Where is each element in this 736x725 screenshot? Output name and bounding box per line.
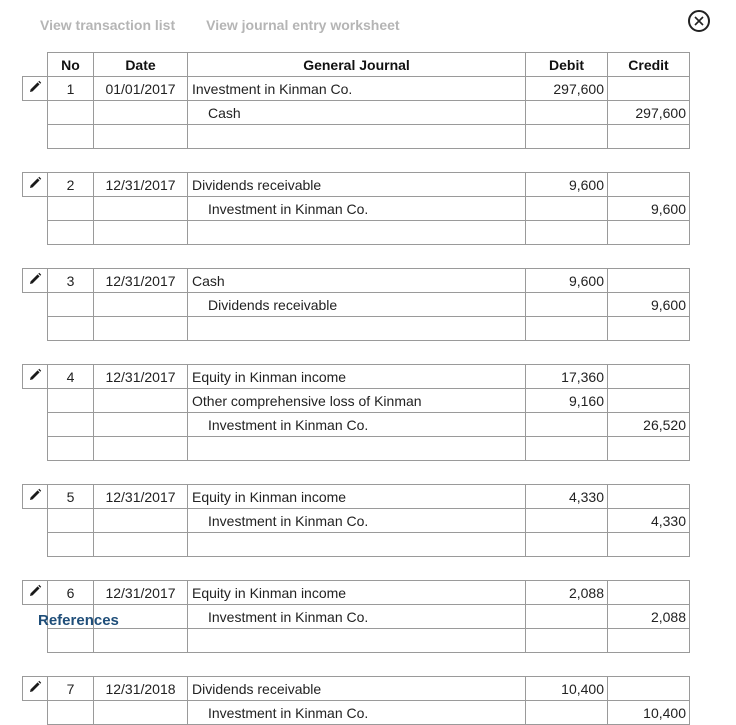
debit-amount: 297,600	[526, 77, 608, 101]
entry-separator	[23, 149, 690, 173]
entry-date-empty	[94, 389, 188, 413]
debit-amount: 9,160	[526, 389, 608, 413]
account-title: Dividends receivable	[188, 677, 526, 701]
pencil-icon	[28, 272, 42, 289]
credit-amount	[608, 389, 690, 413]
debit-amount: 9,600	[526, 173, 608, 197]
edit-cell-empty	[23, 293, 48, 317]
journal-row	[23, 197, 690, 221]
journal-row	[23, 293, 690, 317]
account-title: Equity in Kinman income	[188, 581, 526, 605]
debit-amount: 10,400	[526, 677, 608, 701]
account-title	[188, 437, 526, 461]
debit-amount	[526, 125, 608, 149]
tab-transaction-list[interactable]: View transaction list	[40, 17, 176, 33]
journal-row	[23, 485, 690, 509]
tab-journal-entry-worksheet[interactable]: View journal entry worksheet	[206, 17, 400, 33]
journal-row	[23, 605, 690, 629]
entry-no: 5	[48, 485, 94, 509]
debit-amount	[526, 437, 608, 461]
entry-no: 1	[48, 77, 94, 101]
journal-row	[23, 629, 690, 653]
credit-amount	[608, 437, 690, 461]
credit-amount	[608, 317, 690, 341]
entry-date-empty	[94, 629, 188, 653]
edit-entry-button[interactable]	[23, 77, 48, 101]
pencil-icon	[28, 176, 42, 193]
entry-date-empty	[94, 437, 188, 461]
debit-amount	[526, 605, 608, 629]
entry-no-empty	[48, 437, 94, 461]
debit-amount	[526, 317, 608, 341]
debit-amount	[526, 629, 608, 653]
debit-amount	[526, 293, 608, 317]
entry-date: 12/31/2018	[94, 677, 188, 701]
credit-amount	[608, 365, 690, 389]
credit-amount	[608, 77, 690, 101]
edit-cell-empty	[23, 629, 48, 653]
journal-row	[23, 365, 690, 389]
account-title	[188, 125, 526, 149]
account-title: Investment in Kinman Co.	[188, 413, 526, 437]
debit-amount	[526, 701, 608, 725]
entry-date-empty	[94, 101, 188, 125]
entry-no-empty	[48, 629, 94, 653]
edit-entry-button[interactable]	[23, 677, 48, 701]
entry-no-empty	[48, 533, 94, 557]
debit-amount	[526, 221, 608, 245]
debit-amount: 17,360	[526, 365, 608, 389]
edit-cell-empty	[23, 221, 48, 245]
tab-bar	[40, 17, 400, 33]
header-no: No	[48, 53, 94, 77]
credit-amount: 4,330	[608, 509, 690, 533]
credit-amount: 2,088	[608, 605, 690, 629]
edit-entry-button[interactable]	[23, 269, 48, 293]
account-title: Equity in Kinman income	[188, 365, 526, 389]
journal-row	[23, 221, 690, 245]
entry-no-empty	[48, 125, 94, 149]
journal-row	[23, 533, 690, 557]
edit-entry-button[interactable]	[23, 485, 48, 509]
edit-entry-button[interactable]	[23, 173, 48, 197]
edit-cell-empty	[23, 413, 48, 437]
account-title: Investment in Kinman Co.	[188, 77, 526, 101]
journal-row	[23, 509, 690, 533]
entry-no-empty	[48, 293, 94, 317]
entry-date-empty	[94, 701, 188, 725]
credit-amount	[608, 125, 690, 149]
entry-date-empty	[94, 221, 188, 245]
credit-amount: 297,600	[608, 101, 690, 125]
header-date: Date	[94, 53, 188, 77]
entry-date-empty	[94, 317, 188, 341]
credit-amount	[608, 629, 690, 653]
journal-row	[23, 269, 690, 293]
entry-date-empty	[94, 125, 188, 149]
account-title: Equity in Kinman income	[188, 485, 526, 509]
account-title: Cash	[188, 101, 526, 125]
entry-no: 3	[48, 269, 94, 293]
edit-entry-button[interactable]	[23, 581, 48, 605]
entry-no-empty	[48, 221, 94, 245]
entry-no: 2	[48, 173, 94, 197]
journal-row	[23, 77, 690, 101]
edit-cell-empty	[23, 437, 48, 461]
edit-cell-empty	[23, 701, 48, 725]
journal-row	[23, 125, 690, 149]
entry-date: 12/31/2017	[94, 581, 188, 605]
journal-row	[23, 701, 690, 725]
edit-cell-empty	[23, 533, 48, 557]
entry-separator	[23, 557, 690, 581]
edit-cell-empty	[23, 317, 48, 341]
credit-amount	[608, 269, 690, 293]
edit-cell-empty	[23, 101, 48, 125]
entry-date: 12/31/2017	[94, 365, 188, 389]
journal-body	[23, 77, 690, 725]
entry-no: 7	[48, 677, 94, 701]
credit-amount: 9,600	[608, 293, 690, 317]
account-title: Dividends receivable	[188, 173, 526, 197]
account-title: Dividends receivable	[188, 293, 526, 317]
account-title: Other comprehensive loss of Kinman	[188, 389, 526, 413]
entry-date: 12/31/2017	[94, 269, 188, 293]
journal-row	[23, 101, 690, 125]
pencil-icon	[28, 368, 42, 385]
edit-entry-button[interactable]	[23, 365, 48, 389]
credit-amount: 9,600	[608, 197, 690, 221]
account-title: Investment in Kinman Co.	[188, 701, 526, 725]
debit-amount	[526, 101, 608, 125]
credit-amount	[608, 581, 690, 605]
header-debit: Debit	[526, 53, 608, 77]
table-header-row	[23, 53, 690, 77]
edit-column-header	[23, 53, 48, 77]
account-title: Investment in Kinman Co.	[188, 509, 526, 533]
debit-amount	[526, 413, 608, 437]
account-title	[188, 317, 526, 341]
entry-no-empty	[48, 317, 94, 341]
account-title: Investment in Kinman Co.	[188, 197, 526, 221]
entry-date: 01/01/2017	[94, 77, 188, 101]
entry-separator	[23, 653, 690, 677]
references-link[interactable]: References	[38, 612, 119, 629]
account-title: Investment in Kinman Co.	[188, 605, 526, 629]
journal-row	[23, 413, 690, 437]
journal-row	[23, 437, 690, 461]
account-title: Cash	[188, 269, 526, 293]
credit-amount: 26,520	[608, 413, 690, 437]
entry-date-empty	[94, 533, 188, 557]
entry-no-empty	[48, 197, 94, 221]
entry-no-empty	[48, 389, 94, 413]
credit-amount: 10,400	[608, 701, 690, 725]
header-general-journal: General Journal	[188, 53, 526, 77]
general-journal-table	[22, 52, 690, 725]
close-button[interactable]	[688, 10, 710, 32]
entry-separator	[23, 245, 690, 269]
journal-row	[23, 317, 690, 341]
account-title	[188, 629, 526, 653]
entry-date: 12/31/2017	[94, 485, 188, 509]
entry-separator	[23, 341, 690, 365]
pencil-icon	[28, 80, 42, 97]
edit-cell-empty	[23, 389, 48, 413]
credit-amount	[608, 533, 690, 557]
entry-no-empty	[48, 509, 94, 533]
entry-date-empty	[94, 509, 188, 533]
account-title	[188, 221, 526, 245]
journal-row	[23, 677, 690, 701]
debit-amount: 9,600	[526, 269, 608, 293]
journal-row	[23, 389, 690, 413]
header-credit: Credit	[608, 53, 690, 77]
entry-no-empty	[48, 701, 94, 725]
credit-amount	[608, 173, 690, 197]
credit-amount	[608, 677, 690, 701]
pencil-icon	[28, 488, 42, 505]
credit-amount	[608, 485, 690, 509]
edit-cell-empty	[23, 509, 48, 533]
edit-cell-empty	[23, 197, 48, 221]
debit-amount: 2,088	[526, 581, 608, 605]
journal-row	[23, 173, 690, 197]
entry-no: 4	[48, 365, 94, 389]
account-title	[188, 533, 526, 557]
debit-amount: 4,330	[526, 485, 608, 509]
entry-date-empty	[94, 293, 188, 317]
edit-cell-empty	[23, 125, 48, 149]
entry-separator	[23, 461, 690, 485]
debit-amount	[526, 509, 608, 533]
entry-date-empty	[94, 197, 188, 221]
pencil-icon	[28, 584, 42, 601]
debit-amount	[526, 533, 608, 557]
entry-date: 12/31/2017	[94, 173, 188, 197]
entry-date-empty	[94, 413, 188, 437]
close-icon	[694, 16, 704, 26]
pencil-icon	[28, 680, 42, 697]
credit-amount	[608, 221, 690, 245]
entry-no-empty	[48, 101, 94, 125]
debit-amount	[526, 197, 608, 221]
entry-no-empty	[48, 413, 94, 437]
entry-no: 6	[48, 581, 94, 605]
journal-row	[23, 581, 690, 605]
